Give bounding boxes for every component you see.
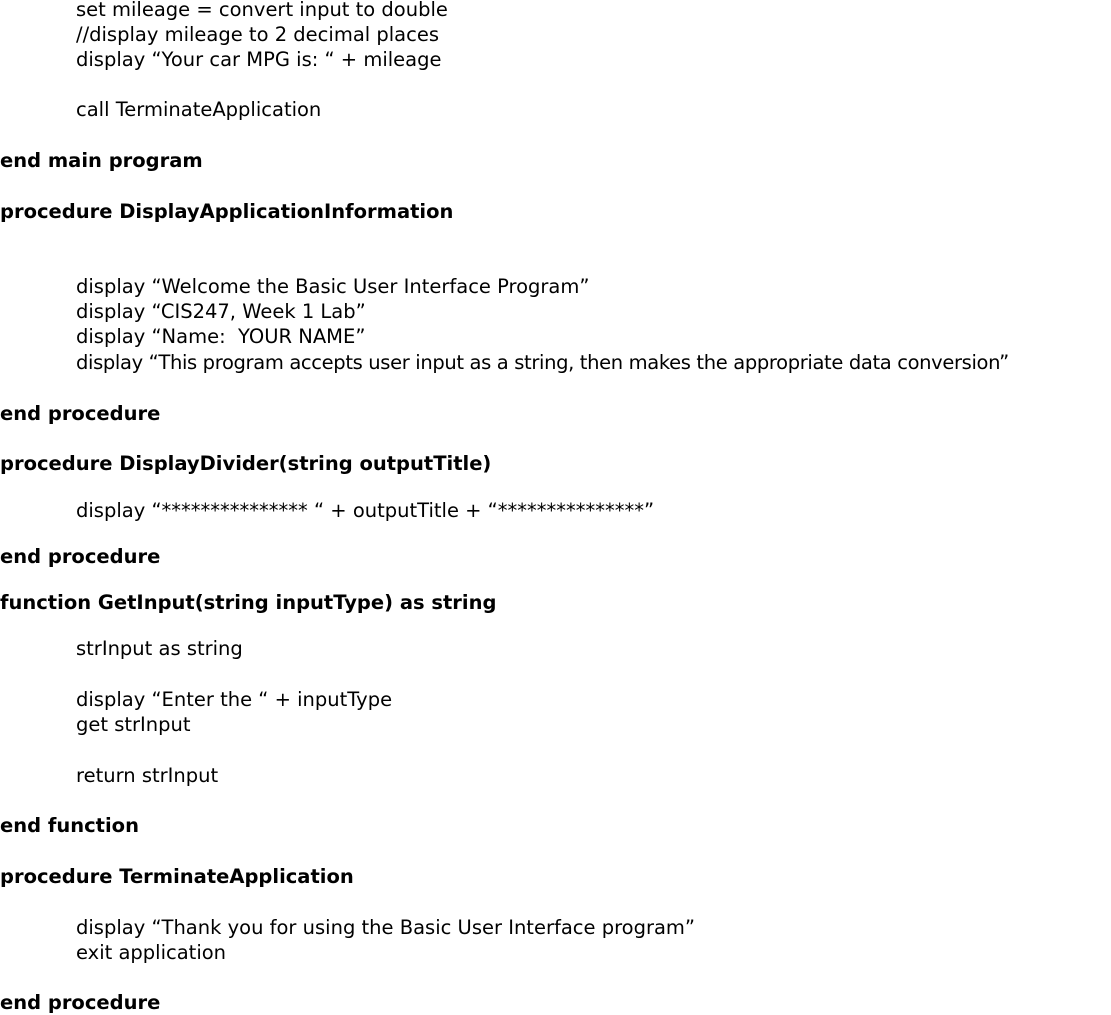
code-line: set mileage = convert input to double: [76, 0, 448, 21]
function-header: function GetInput(string inputType) as string: [0, 591, 497, 614]
code-line: display “Welcome the Basic User Interface Program”: [76, 275, 590, 298]
end-function: end function: [0, 814, 139, 837]
code-line: call TerminateApplication: [76, 98, 322, 121]
code-line: get strInput: [76, 713, 191, 736]
code-line: display “Your car MPG is: “ + mileage: [76, 48, 442, 71]
end-procedure: end procedure: [0, 402, 161, 425]
code-line: display “Name: YOUR NAME”: [76, 325, 366, 348]
code-comment: //display mileage to 2 decimal places: [76, 23, 440, 46]
code-line: display “*************** “ + outputTitle + “***************”: [76, 499, 655, 522]
code-line: display “This program accepts user input as a string, then makes the appropriate data conversion”: [76, 351, 1009, 374]
code-line: exit application: [76, 941, 227, 964]
code-line: display “Enter the “ + inputType: [76, 688, 393, 711]
end-procedure: end procedure: [0, 991, 161, 1014]
end-main-program: end main program: [0, 149, 203, 172]
code-line: strInput as string: [76, 637, 243, 660]
procedure-header: procedure DisplayDivider(string outputTitle): [0, 452, 492, 475]
procedure-header: procedure DisplayApplicationInformation: [0, 200, 454, 223]
end-procedure: end procedure: [0, 545, 161, 568]
code-line: display “Thank you for using the Basic User Interface program”: [76, 916, 696, 939]
code-line: return strInput: [76, 764, 219, 787]
code-line: display “CIS247, Week 1 Lab”: [76, 300, 366, 323]
procedure-header: procedure TerminateApplication: [0, 865, 354, 888]
